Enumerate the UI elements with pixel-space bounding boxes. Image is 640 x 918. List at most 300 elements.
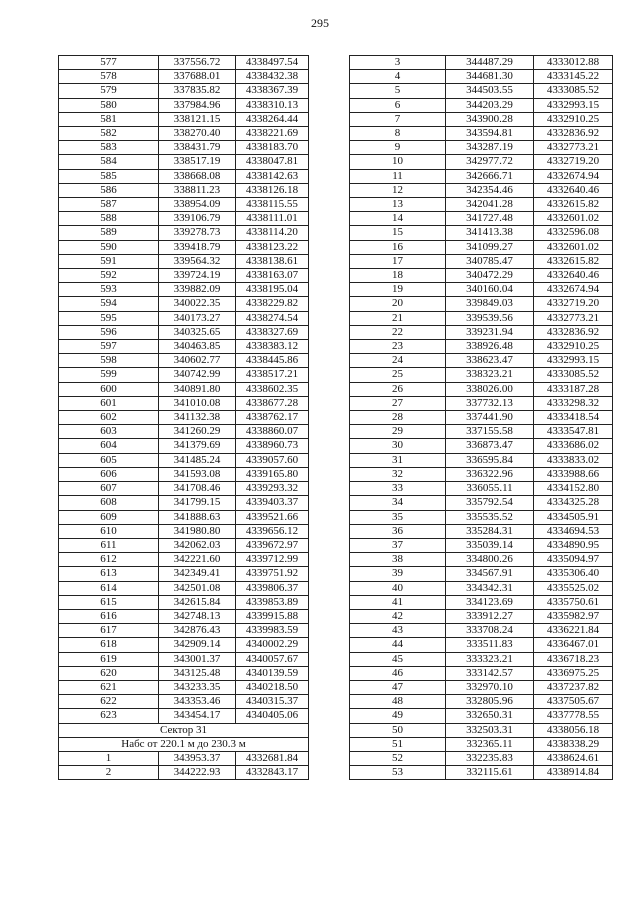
table-row [59, 595, 309, 609]
x-coordinate-cell: 343353.46 [159, 695, 236, 709]
x-coordinate-cell: 342909.14 [159, 638, 236, 652]
x-coordinate-cell: 340891.80 [159, 382, 236, 396]
x-coordinate-cell: 334342.31 [446, 581, 534, 595]
table-row [350, 411, 613, 425]
point-number-cell: 5 [350, 84, 446, 98]
table-row [350, 212, 613, 226]
x-coordinate-cell: 343233.35 [159, 680, 236, 694]
point-number-cell: 18 [350, 269, 446, 283]
table-row [350, 254, 613, 268]
y-coordinate-cell: 4338602.35 [236, 382, 309, 396]
point-number-cell: 595 [59, 311, 159, 325]
y-coordinate-cell: 4333085.52 [534, 84, 613, 98]
point-number-cell: 2 [59, 766, 159, 780]
x-coordinate-cell: 332970.10 [446, 680, 534, 694]
point-number-cell: 614 [59, 581, 159, 595]
point-number-cell: 623 [59, 709, 159, 723]
x-coordinate-cell: 341799.15 [159, 496, 236, 510]
y-coordinate-cell: 4333686.02 [534, 439, 613, 453]
point-number-cell: 23 [350, 340, 446, 354]
table-row [350, 609, 613, 623]
table-row [350, 553, 613, 567]
table-row [59, 624, 309, 638]
point-number-cell: 24 [350, 354, 446, 368]
point-number-cell: 32 [350, 467, 446, 481]
point-number-cell: 606 [59, 467, 159, 481]
x-coordinate-cell: 342221.60 [159, 553, 236, 567]
y-coordinate-cell: 4332910.25 [534, 112, 613, 126]
y-coordinate-cell: 4339853.89 [236, 595, 309, 609]
table-row [350, 723, 613, 737]
y-coordinate-cell: 4338183.70 [236, 141, 309, 155]
x-coordinate-cell: 342666.71 [446, 169, 534, 183]
x-coordinate-cell: 343900.28 [446, 112, 534, 126]
point-number-cell: 586 [59, 183, 159, 197]
x-coordinate-cell: 337835.82 [159, 84, 236, 98]
x-coordinate-cell: 335284.31 [446, 524, 534, 538]
table-row [59, 524, 309, 538]
y-coordinate-cell: 4339656.12 [236, 524, 309, 538]
table-row [350, 183, 613, 197]
point-number-cell: 1 [59, 751, 159, 765]
point-number-cell: 45 [350, 652, 446, 666]
y-coordinate-cell: 4338221.69 [236, 127, 309, 141]
point-number-cell: 599 [59, 368, 159, 382]
table-row [59, 112, 309, 126]
table-row [59, 240, 309, 254]
x-coordinate-cell: 343953.37 [159, 751, 236, 765]
point-number-cell: 51 [350, 737, 446, 751]
x-coordinate-cell: 344487.29 [446, 56, 534, 70]
x-coordinate-cell: 336055.11 [446, 482, 534, 496]
x-coordinate-cell: 335039.14 [446, 538, 534, 552]
table-row [350, 666, 613, 680]
y-coordinate-cell: 4339672.97 [236, 538, 309, 552]
x-coordinate-cell: 340742.99 [159, 368, 236, 382]
x-coordinate-cell: 341593.08 [159, 467, 236, 481]
table-row [59, 553, 309, 567]
table-row [59, 155, 309, 169]
table-row [350, 382, 613, 396]
point-number-cell: 621 [59, 680, 159, 694]
y-coordinate-cell: 4339751.92 [236, 567, 309, 581]
y-coordinate-cell: 4339806.37 [236, 581, 309, 595]
point-number-cell: 591 [59, 254, 159, 268]
y-coordinate-cell: 4332596.08 [534, 226, 613, 240]
table-row [59, 70, 309, 84]
point-number-cell: 50 [350, 723, 446, 737]
table-row [59, 751, 309, 765]
point-number-cell: 618 [59, 638, 159, 652]
coordinates-table-right [349, 55, 613, 780]
point-number-cell: 41 [350, 595, 446, 609]
table-row [59, 567, 309, 581]
y-coordinate-cell: 4339165.80 [236, 467, 309, 481]
x-coordinate-cell: 338668.08 [159, 169, 236, 183]
point-number-cell: 590 [59, 240, 159, 254]
x-coordinate-cell: 338623.47 [446, 354, 534, 368]
y-coordinate-cell: 4332601.02 [534, 212, 613, 226]
table-row [59, 666, 309, 680]
y-coordinate-cell: 4339057.60 [236, 453, 309, 467]
table-row [350, 624, 613, 638]
table-row [59, 581, 309, 595]
y-coordinate-cell: 4338338.29 [534, 737, 613, 751]
table-row [59, 709, 309, 723]
x-coordinate-cell: 337984.96 [159, 98, 236, 112]
y-coordinate-cell: 4332836.92 [534, 127, 613, 141]
x-coordinate-cell: 340160.04 [446, 283, 534, 297]
y-coordinate-cell: 4332674.94 [534, 169, 613, 183]
table-row [350, 524, 613, 538]
point-number-cell: 597 [59, 340, 159, 354]
y-coordinate-cell: 4334890.95 [534, 538, 613, 552]
section-header-row [59, 723, 309, 737]
x-coordinate-cell: 341379.69 [159, 439, 236, 453]
y-coordinate-cell: 4334325.28 [534, 496, 613, 510]
y-coordinate-cell: 4338310.13 [236, 98, 309, 112]
table-row [59, 496, 309, 510]
y-coordinate-cell: 4338677.28 [236, 396, 309, 410]
y-coordinate-cell: 4333085.52 [534, 368, 613, 382]
section-subtitle: Набс от 220.1 м до 230.3 м [59, 737, 309, 751]
table-row [59, 766, 309, 780]
x-coordinate-cell: 339724.19 [159, 269, 236, 283]
y-coordinate-cell: 4338115.55 [236, 198, 309, 212]
y-coordinate-cell: 4332993.15 [534, 98, 613, 112]
y-coordinate-cell: 4333988.66 [534, 467, 613, 481]
y-coordinate-cell: 4338497.54 [236, 56, 309, 70]
x-coordinate-cell: 336595.84 [446, 453, 534, 467]
point-number-cell: 42 [350, 609, 446, 623]
y-coordinate-cell: 4336718.23 [534, 652, 613, 666]
y-coordinate-cell: 4338624.61 [534, 751, 613, 765]
y-coordinate-cell: 4333298.32 [534, 396, 613, 410]
point-number-cell: 602 [59, 411, 159, 425]
table-row [350, 709, 613, 723]
table-row [59, 482, 309, 496]
table-row [350, 652, 613, 666]
x-coordinate-cell: 332503.31 [446, 723, 534, 737]
table-row [59, 652, 309, 666]
point-number-cell: 34 [350, 496, 446, 510]
x-coordinate-cell: 333708.24 [446, 624, 534, 638]
table-row [350, 155, 613, 169]
table-row [59, 638, 309, 652]
y-coordinate-cell: 4338142.63 [236, 169, 309, 183]
table-row [59, 680, 309, 694]
point-number-cell: 10 [350, 155, 446, 169]
point-number-cell: 16 [350, 240, 446, 254]
table-row [350, 496, 613, 510]
y-coordinate-cell: 4335094.97 [534, 553, 613, 567]
x-coordinate-cell: 339278.73 [159, 226, 236, 240]
point-number-cell: 39 [350, 567, 446, 581]
table-row [59, 396, 309, 410]
point-number-cell: 13 [350, 198, 446, 212]
table-row [350, 283, 613, 297]
x-coordinate-cell: 334123.69 [446, 595, 534, 609]
point-number-cell: 28 [350, 411, 446, 425]
y-coordinate-cell: 4332773.21 [534, 311, 613, 325]
y-coordinate-cell: 4337237.82 [534, 680, 613, 694]
table-row [59, 609, 309, 623]
x-coordinate-cell: 336322.96 [446, 467, 534, 481]
x-coordinate-cell: 340173.27 [159, 311, 236, 325]
point-number-cell: 40 [350, 581, 446, 595]
y-coordinate-cell: 4338327.69 [236, 325, 309, 339]
x-coordinate-cell: 343287.19 [446, 141, 534, 155]
y-coordinate-cell: 4338264.44 [236, 112, 309, 126]
y-coordinate-cell: 4335306.40 [534, 567, 613, 581]
x-coordinate-cell: 341727.48 [446, 212, 534, 226]
point-number-cell: 33 [350, 482, 446, 496]
table-row [59, 198, 309, 212]
point-number-cell: 611 [59, 538, 159, 552]
x-coordinate-cell: 340463.85 [159, 340, 236, 354]
table-row [350, 439, 613, 453]
point-number-cell: 605 [59, 453, 159, 467]
y-coordinate-cell: 4332640.46 [534, 269, 613, 283]
x-coordinate-cell: 342748.13 [159, 609, 236, 623]
point-number-cell: 8 [350, 127, 446, 141]
y-coordinate-cell: 4338138.61 [236, 254, 309, 268]
table-row [350, 226, 613, 240]
y-coordinate-cell: 4339403.37 [236, 496, 309, 510]
point-number-cell: 596 [59, 325, 159, 339]
point-number-cell: 4 [350, 70, 446, 84]
table-row [350, 269, 613, 283]
point-number-cell: 25 [350, 368, 446, 382]
y-coordinate-cell: 4334505.91 [534, 510, 613, 524]
y-coordinate-cell: 4338383.12 [236, 340, 309, 354]
x-coordinate-cell: 339849.03 [446, 297, 534, 311]
table-row [350, 595, 613, 609]
x-coordinate-cell: 332365.11 [446, 737, 534, 751]
y-coordinate-cell: 4338163.07 [236, 269, 309, 283]
point-number-cell: 598 [59, 354, 159, 368]
x-coordinate-cell: 332805.96 [446, 695, 534, 709]
y-coordinate-cell: 4340218.50 [236, 680, 309, 694]
table-row [350, 240, 613, 254]
table-row [59, 695, 309, 709]
table-row [59, 84, 309, 98]
point-number-cell: 585 [59, 169, 159, 183]
point-number-cell: 21 [350, 311, 446, 325]
point-number-cell: 622 [59, 695, 159, 709]
table-row [350, 766, 613, 780]
point-number-cell: 53 [350, 766, 446, 780]
point-number-cell: 26 [350, 382, 446, 396]
y-coordinate-cell: 4332719.20 [534, 155, 613, 169]
point-number-cell: 600 [59, 382, 159, 396]
x-coordinate-cell: 335535.52 [446, 510, 534, 524]
table-row [59, 340, 309, 354]
point-number-cell: 612 [59, 553, 159, 567]
x-coordinate-cell: 338323.21 [446, 368, 534, 382]
x-coordinate-cell: 341260.29 [159, 425, 236, 439]
y-coordinate-cell: 4338047.81 [236, 155, 309, 169]
table-row [59, 283, 309, 297]
x-coordinate-cell: 337155.58 [446, 425, 534, 439]
point-number-cell: 15 [350, 226, 446, 240]
x-coordinate-cell: 337732.13 [446, 396, 534, 410]
table-row [59, 411, 309, 425]
x-coordinate-cell: 344503.55 [446, 84, 534, 98]
point-number-cell: 19 [350, 283, 446, 297]
point-number-cell: 615 [59, 595, 159, 609]
x-coordinate-cell: 344222.93 [159, 766, 236, 780]
point-number-cell: 20 [350, 297, 446, 311]
table-row [350, 340, 613, 354]
table-row [59, 453, 309, 467]
x-coordinate-cell: 338517.19 [159, 155, 236, 169]
point-number-cell: 7 [350, 112, 446, 126]
point-number-cell: 49 [350, 709, 446, 723]
x-coordinate-cell: 337688.01 [159, 70, 236, 84]
table-row [59, 127, 309, 141]
table-row [350, 510, 613, 524]
y-coordinate-cell: 4339915.88 [236, 609, 309, 623]
y-coordinate-cell: 4332843.17 [236, 766, 309, 780]
x-coordinate-cell: 342062.03 [159, 538, 236, 552]
table-row [59, 538, 309, 552]
y-coordinate-cell: 4332910.25 [534, 340, 613, 354]
point-number-cell: 583 [59, 141, 159, 155]
table-row [59, 368, 309, 382]
table-row [59, 425, 309, 439]
x-coordinate-cell: 341132.38 [159, 411, 236, 425]
y-coordinate-cell: 4332674.94 [534, 283, 613, 297]
x-coordinate-cell: 341099.27 [446, 240, 534, 254]
x-coordinate-cell: 339882.09 [159, 283, 236, 297]
table-row [59, 183, 309, 197]
y-coordinate-cell: 4332615.82 [534, 198, 613, 212]
y-coordinate-cell: 4336467.01 [534, 638, 613, 652]
x-coordinate-cell: 333511.83 [446, 638, 534, 652]
table-row [350, 482, 613, 496]
y-coordinate-cell: 4338914.84 [534, 766, 613, 780]
y-coordinate-cell: 4339712.99 [236, 553, 309, 567]
point-number-cell: 604 [59, 439, 159, 453]
x-coordinate-cell: 344203.29 [446, 98, 534, 112]
y-coordinate-cell: 4338111.01 [236, 212, 309, 226]
x-coordinate-cell: 341010.08 [159, 396, 236, 410]
point-number-cell: 12 [350, 183, 446, 197]
y-coordinate-cell: 4338517.21 [236, 368, 309, 382]
x-coordinate-cell: 338926.48 [446, 340, 534, 354]
x-coordinate-cell: 337556.72 [159, 56, 236, 70]
x-coordinate-cell: 342977.72 [446, 155, 534, 169]
y-coordinate-cell: 4338195.04 [236, 283, 309, 297]
x-coordinate-cell: 332235.83 [446, 751, 534, 765]
point-number-cell: 3 [350, 56, 446, 70]
point-number-cell: 601 [59, 396, 159, 410]
y-coordinate-cell: 4339983.59 [236, 624, 309, 638]
y-coordinate-cell: 4332601.02 [534, 240, 613, 254]
x-coordinate-cell: 333323.21 [446, 652, 534, 666]
y-coordinate-cell: 4333012.88 [534, 56, 613, 70]
point-number-cell: 14 [350, 212, 446, 226]
y-coordinate-cell: 4335750.61 [534, 595, 613, 609]
table-row [350, 325, 613, 339]
y-coordinate-cell: 4332719.20 [534, 297, 613, 311]
y-coordinate-cell: 4339521.66 [236, 510, 309, 524]
table-row [350, 56, 613, 70]
table-row [350, 695, 613, 709]
y-coordinate-cell: 4338123.22 [236, 240, 309, 254]
y-coordinate-cell: 4340139.59 [236, 666, 309, 680]
y-coordinate-cell: 4338445.86 [236, 354, 309, 368]
x-coordinate-cell: 343454.17 [159, 709, 236, 723]
point-number-cell: 27 [350, 396, 446, 410]
y-coordinate-cell: 4338056.18 [534, 723, 613, 737]
point-number-cell: 581 [59, 112, 159, 126]
point-number-cell: 47 [350, 680, 446, 694]
x-coordinate-cell: 343001.37 [159, 652, 236, 666]
point-number-cell: 613 [59, 567, 159, 581]
table-row [350, 141, 613, 155]
y-coordinate-cell: 4340315.37 [236, 695, 309, 709]
point-number-cell: 610 [59, 524, 159, 538]
point-number-cell: 17 [350, 254, 446, 268]
x-coordinate-cell: 340472.29 [446, 269, 534, 283]
table-row [350, 98, 613, 112]
x-coordinate-cell: 339231.94 [446, 325, 534, 339]
table-row [59, 56, 309, 70]
y-coordinate-cell: 4340002.29 [236, 638, 309, 652]
point-number-cell: 620 [59, 666, 159, 680]
y-coordinate-cell: 4340057.67 [236, 652, 309, 666]
x-coordinate-cell: 341708.46 [159, 482, 236, 496]
y-coordinate-cell: 4338860.07 [236, 425, 309, 439]
y-coordinate-cell: 4332640.46 [534, 183, 613, 197]
point-number-cell: 619 [59, 652, 159, 666]
point-number-cell: 30 [350, 439, 446, 453]
table-row [350, 737, 613, 751]
table-row [59, 141, 309, 155]
y-coordinate-cell: 4334694.53 [534, 524, 613, 538]
table-row [59, 439, 309, 453]
y-coordinate-cell: 4332681.84 [236, 751, 309, 765]
point-number-cell: 617 [59, 624, 159, 638]
x-coordinate-cell: 341413.38 [446, 226, 534, 240]
y-coordinate-cell: 4332773.21 [534, 141, 613, 155]
x-coordinate-cell: 333142.57 [446, 666, 534, 680]
y-coordinate-cell: 4338432.38 [236, 70, 309, 84]
x-coordinate-cell: 339539.56 [446, 311, 534, 325]
y-coordinate-cell: 4334152.80 [534, 482, 613, 496]
point-number-cell: 9 [350, 141, 446, 155]
table-row [59, 311, 309, 325]
y-coordinate-cell: 4333547.81 [534, 425, 613, 439]
y-coordinate-cell: 4340405.06 [236, 709, 309, 723]
point-number-cell: 588 [59, 212, 159, 226]
table-row [59, 98, 309, 112]
point-number-cell: 43 [350, 624, 446, 638]
table-row [59, 212, 309, 226]
x-coordinate-cell: 341980.80 [159, 524, 236, 538]
x-coordinate-cell: 340022.35 [159, 297, 236, 311]
point-number-cell: 579 [59, 84, 159, 98]
x-coordinate-cell: 340602.77 [159, 354, 236, 368]
x-coordinate-cell: 341888.63 [159, 510, 236, 524]
table-row [59, 269, 309, 283]
table-row [350, 368, 613, 382]
point-number-cell: 38 [350, 553, 446, 567]
table-row [350, 127, 613, 141]
x-coordinate-cell: 334567.91 [446, 567, 534, 581]
